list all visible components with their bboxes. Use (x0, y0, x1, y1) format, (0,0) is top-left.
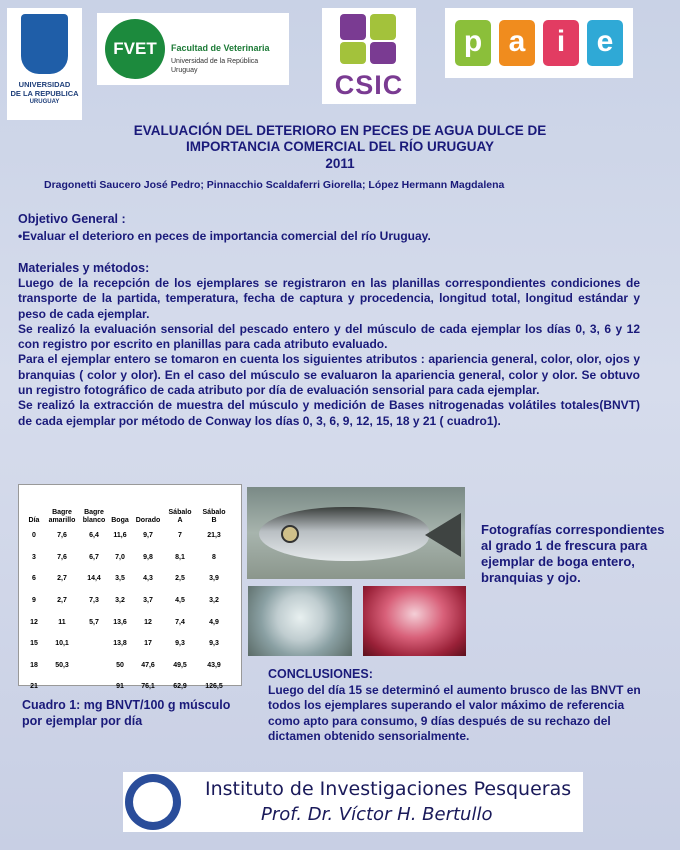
table-row (23, 547, 233, 569)
table-cell: 7,3 (89, 597, 99, 605)
column-header-line1: Sábalo (202, 509, 226, 516)
column-header-line2: A (177, 517, 183, 524)
udelar-line2: DE LA REPUBLICA (10, 89, 79, 98)
fish-photo (247, 487, 465, 579)
conclusiones-heading: CONCLUSIONES: (268, 667, 373, 681)
table-cell: 7,4 (175, 618, 185, 626)
table-cell: 14,4 (87, 575, 101, 583)
table-column-header (109, 503, 131, 525)
table-cell: 10,1 (55, 640, 69, 648)
poster-title-line1: EVALUACIÓN DEL DETERIORO EN PECES DE AGUA DULCE DE (133, 123, 547, 138)
photo-caption: Fotografías correspondientes al grado 1 de frescura para ejemplar de boga entero, branquias y ojo. (481, 522, 665, 585)
table-cell: 9,3 (175, 640, 185, 648)
column-header-line2: blanco (82, 517, 106, 524)
table-cell (79, 676, 109, 698)
bnvt-table-box (18, 484, 242, 691)
table-cell: 3 (32, 553, 36, 561)
materiales-text (18, 276, 640, 429)
table-cell: 2,5 (175, 575, 185, 583)
table-cell: 9 (32, 597, 36, 605)
table-cell: 6 (32, 575, 36, 583)
table-column-header (131, 503, 165, 525)
table-row (23, 611, 233, 633)
table-column-header (165, 503, 195, 525)
table-cell: 76,1 (141, 683, 155, 691)
table-cell: 21,3 (207, 532, 221, 540)
table-row (23, 676, 233, 698)
paie-tile-i: i (543, 20, 579, 66)
table-cell: 7,6 (57, 532, 67, 540)
table-cell: 9,3 (209, 640, 219, 648)
table-cell (79, 633, 109, 655)
column-header-line2: B (211, 517, 217, 524)
materiales-heading: Materiales y métodos: (18, 261, 150, 275)
column-header-line2: Dorado (135, 517, 161, 524)
table-header-row (23, 503, 233, 525)
csic-square-3 (340, 42, 366, 64)
table-cell: 126,5 (205, 683, 223, 691)
table-cell: 17 (144, 640, 152, 648)
paie-tile-e: e (587, 20, 623, 66)
eye-photo (248, 586, 352, 656)
table-caption: Cuadro 1: mg BNVT/100 g músculo por ejemplar por día (22, 698, 231, 728)
table-cell: 7 (178, 532, 182, 540)
materiales-p3: Para el ejemplar entero se tomaron en cuenta los siguientes atributos : apariencia general, color, olor, ojos y branquias ( color y olor). En el caso del músculo se evaluaron la apariencia general, color y olor. Se obtuvo un registro fotográfico de cada atributo por día de evaluación sensorial para cada ejemplar. (18, 352, 640, 398)
gill-photo (363, 586, 466, 656)
table-cell: 12 (144, 618, 152, 626)
table-cell: 3,2 (209, 597, 219, 605)
paie-logo (445, 8, 633, 78)
table-cell: 43,9 (207, 661, 221, 669)
table-cell: 50,3 (55, 661, 69, 669)
column-header-line2: amarillo (48, 517, 76, 524)
objetivo-heading: Objetivo General : (18, 212, 126, 226)
table-cell: 4,3 (143, 575, 153, 583)
authors: Dragonetti Saucero José Pedro; Pinnacchio Scaldaferri Giorella; López Hermann Magdalena (44, 179, 505, 191)
udelar-logo-text (7, 80, 82, 107)
table-cell: 21 (30, 683, 38, 691)
table-cell: 9,8 (143, 553, 153, 561)
column-header-line2: Boga (111, 517, 129, 524)
table-cell: 5,7 (89, 618, 99, 626)
csic-square-4 (370, 42, 396, 64)
bnvt-table (23, 503, 233, 698)
table-cell: 3,2 (115, 597, 125, 605)
table-row (23, 525, 233, 547)
footer-institute: Instituto de Investigaciones Pesqueras (205, 778, 572, 800)
table-cell: 3,5 (115, 575, 125, 583)
materiales-p4: Se realizó la extracción de muestra del músculo y medición de Bases nitrogenadas volátiles totales(BNVT) de cada ejemplar por método de Conway los días 0, 3, 6, 9, 12, 15, 18 y 21 ( cuadro1). (18, 398, 640, 428)
materiales-p1: Luego de la recepción de los ejemplares se registraron en las planillas correspondientes condiciones de transporte de la partida, temperatura, fecha de captura y procedencia, longitud total, longitud estándar y peso de cada ejemplar. (18, 276, 640, 321)
table-cell: 7,0 (115, 553, 125, 561)
column-header-line1: Bagre (52, 509, 72, 516)
udelar-logo (7, 8, 82, 120)
table-cell: 8 (212, 553, 216, 561)
table-cell: 62,9 (173, 683, 187, 691)
table-cell: 2,7 (57, 597, 67, 605)
table-cell: 3,7 (143, 597, 153, 605)
table-cell: 12 (30, 618, 38, 626)
table-cell: 49,5 (173, 661, 187, 669)
table-cell: 4,5 (175, 597, 185, 605)
table-row (23, 655, 233, 677)
table-row (23, 590, 233, 612)
table-cell: 7,6 (57, 553, 67, 561)
university-shield-icon (21, 14, 68, 74)
table-cell: 0 (32, 532, 36, 540)
fvet-mark: FVET (105, 19, 165, 79)
fvet-sub2: Uruguay (171, 67, 198, 74)
table-cell: 6,7 (89, 553, 99, 561)
paie-tile-p: p (455, 20, 491, 66)
fish-eye (281, 525, 299, 543)
table-cell: 9,7 (143, 532, 153, 540)
table-cell (45, 676, 79, 698)
footer-director: Prof. Dr. Víctor H. Bertullo (261, 804, 493, 825)
csic-word: CSIC (334, 70, 404, 100)
poster-year: 2011 (325, 156, 355, 171)
table-cell: 3,9 (209, 575, 219, 583)
column-header-line2: Día (28, 517, 40, 524)
udelar-line1: UNIVERSIDAD (18, 80, 71, 89)
fvet-sub (171, 57, 258, 75)
table-column-header (79, 503, 109, 525)
footer-banner (123, 772, 583, 832)
table-cell: 13,8 (113, 640, 127, 648)
table-cell (79, 655, 109, 677)
paie-tile-a: a (499, 20, 535, 66)
materiales-p2: Se realizó la evaluación sensorial del pescado entero y del músculo de cada ejemplar los días 0, 3, 6 y 12 con registro por escrito en planillas para cada atributo evaluado. (18, 321, 640, 352)
table-cell: 4,9 (209, 618, 219, 626)
table-row (23, 568, 233, 590)
objetivo-text: •Evaluar el deterioro en peces de importancia comercial del río Uruguay. (18, 229, 431, 243)
table-cell: 15 (30, 640, 38, 648)
table-cell: 11,6 (113, 532, 127, 540)
table-cell: 2,7 (57, 575, 67, 583)
table-cell: 13,6 (113, 618, 127, 626)
csic-square-1 (340, 14, 366, 40)
table-cell: 8,1 (175, 553, 185, 561)
table-cell: 91 (116, 683, 124, 691)
fvet-name: Facultad de Veterinaria (171, 43, 270, 53)
table-cell: 11 (58, 618, 66, 626)
table-column-header (23, 503, 45, 525)
fish-tail (425, 513, 461, 557)
table-cell: 18 (30, 661, 38, 669)
table-row (23, 633, 233, 655)
column-header-line1: Bagre (84, 509, 104, 516)
column-header-line1: Sábalo (168, 509, 192, 516)
poster-title-line2: IMPORTANCIA COMERCIAL DEL RÍO URUGUAY (185, 139, 494, 154)
udelar-line3: URUGUAY (29, 99, 60, 105)
table-cell: 50 (116, 661, 124, 669)
table-column-header (195, 503, 233, 525)
table-cell: 6,4 (89, 532, 99, 540)
institute-logo-icon (125, 774, 181, 830)
csic-logo (322, 8, 416, 104)
fvet-sub1: Universidad de la República (171, 58, 259, 65)
table-column-header (45, 503, 79, 525)
csic-square-2 (370, 14, 396, 40)
conclusiones-text: Luego del día 15 se determinó el aumento brusco de las BNVT en todos los ejemplares superando el valor máximo de referencia como apto para consumo, 9 días después de su rechazo del dictamen obtenido sensorialmente. (268, 683, 641, 744)
table-cell: 47,6 (141, 661, 155, 669)
fvet-logo (97, 13, 289, 85)
